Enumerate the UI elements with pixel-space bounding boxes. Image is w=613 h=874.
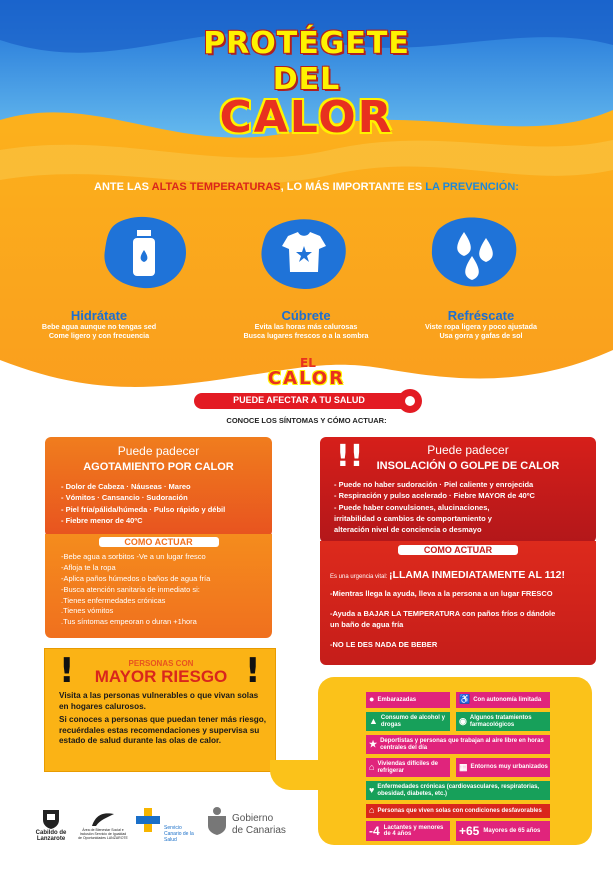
thermometer-bulb-center bbox=[405, 396, 415, 406]
insolacion-panel bbox=[320, 437, 596, 543]
group-label: Viviendas difíciles de refrigerar bbox=[377, 761, 439, 774]
group-label: Enfermedades crónicas (cardiovasculares, respiratorias, obesidad, diabetes, etc.) bbox=[377, 784, 540, 797]
group-tile-farmacos bbox=[456, 712, 550, 731]
insolacion-small: Puede padecer bbox=[427, 443, 509, 457]
group-label: Embarazadas bbox=[377, 696, 417, 703]
agotamiento-title: AGOTAMIENTO POR CALOR bbox=[83, 461, 234, 473]
title-protegete: PROTÉGETE bbox=[203, 26, 410, 61]
urgency-line bbox=[330, 565, 596, 583]
logo-gobierno-line2: de Canarias bbox=[232, 825, 286, 836]
group-number: -4 bbox=[369, 823, 380, 838]
logo-sc-service: Servicio bbox=[164, 825, 182, 831]
tip-refrescate bbox=[428, 210, 520, 295]
sc-salud-icon bbox=[134, 808, 164, 834]
action-line: -Mientras llega la ayuda, lleva a la persona a un lugar FRESCO bbox=[330, 589, 553, 598]
group-label: Consumo de alcohol y drogas bbox=[380, 715, 445, 728]
logo-gobierno-line1: Gobierno bbox=[232, 813, 274, 824]
group-tile-autonomia bbox=[456, 692, 550, 708]
cabildo-shield-icon bbox=[41, 808, 61, 830]
action-line: -Afloja te la ropa bbox=[61, 562, 116, 572]
action-line: un baño de agua fría bbox=[330, 619, 404, 629]
tip-refrescate-title: Refréscate bbox=[447, 308, 515, 323]
group-tile-viviendas bbox=[366, 758, 450, 777]
intro-highlight-prevention: LA PREVENCIÓN: bbox=[425, 181, 519, 193]
symptom-item: irritabilidad o cambios de comportamiento y bbox=[334, 513, 492, 523]
el-label: EL bbox=[300, 356, 316, 370]
group-tile-mayores bbox=[456, 821, 550, 841]
riesgo-para-1: Visita a las personas vulnerables o que vivan solas en hogares calurosos. bbox=[59, 691, 259, 711]
group-tile-solas bbox=[366, 804, 550, 818]
logo-cabildo bbox=[30, 808, 72, 842]
tip-refrescate-line2: Usa gorra y gafas de sol bbox=[439, 331, 523, 340]
agotamiento-actions bbox=[61, 552, 272, 628]
riesgo-exclamation-right: ! bbox=[245, 651, 261, 691]
tip-cubrete bbox=[258, 212, 350, 297]
insolacion-exclamation: !! bbox=[336, 439, 364, 474]
group-label: Personas que viven solas con condiciones desfavorables bbox=[377, 807, 542, 814]
insolacion-como-actuar: COMO ACTUAR bbox=[398, 545, 518, 555]
tip-hidratate-line2: Come ligero y con frecuencia bbox=[48, 331, 150, 340]
intro-part-1: ANTE LAS bbox=[94, 181, 152, 193]
pregnant-icon: ● bbox=[369, 694, 375, 705]
agotamiento-panel bbox=[45, 437, 272, 537]
title-calor: CALOR bbox=[219, 92, 394, 143]
intro-text bbox=[0, 181, 613, 193]
logo-gobierno bbox=[206, 806, 306, 841]
group-label: Algunos tratamientos farmacológicos bbox=[469, 715, 532, 728]
intro-highlight-temperatures: ALTAS TEMPERATURAS bbox=[151, 181, 281, 193]
tip-cubrete-line2: Busca lugares frescos o a la sombra bbox=[243, 331, 369, 340]
symptom-item: - Fiebre menor de 40ºC bbox=[61, 515, 143, 525]
logo-sc-name: Canario de la Salud bbox=[164, 831, 194, 843]
action-line: -NO LE DES NADA DE BEBER bbox=[330, 639, 438, 649]
logo-sc-salud bbox=[134, 808, 204, 843]
tip-cubrete-line1: Evita las horas más calurosas bbox=[254, 322, 358, 331]
group-label: Mayores de 65 años bbox=[483, 827, 541, 834]
symptom-item: alteración nivel de conciencia o desmayo bbox=[334, 525, 482, 534]
action-line: .Tienes vómitos bbox=[61, 606, 114, 616]
action-line: -Aplica paños húmedos o baños de agua fría bbox=[61, 573, 211, 583]
agotamiento-como-actuar: COMO ACTUAR bbox=[99, 537, 219, 547]
group-number: +65 bbox=[459, 823, 480, 838]
gobierno-crest-icon bbox=[206, 806, 228, 836]
group-label: Entornos muy urbanizados bbox=[470, 764, 548, 771]
group-tile-urbanizados bbox=[456, 758, 550, 777]
insolacion-symptoms bbox=[334, 479, 596, 535]
riesgo-box bbox=[44, 648, 276, 772]
group-label: Con autonomía limitada bbox=[473, 696, 542, 703]
logo-area-text: Área de Bienestar Social e Inclusión Servicio de Igualdad de Oportunidades LANZAROTE bbox=[78, 828, 128, 841]
logo-area bbox=[78, 810, 128, 841]
symptom-item: - Puede no haber sudoración · Piel caliente y enrojecida bbox=[334, 480, 534, 489]
title-del: DEL bbox=[272, 62, 341, 97]
action-line: .Tienes enfermedades crónicas bbox=[61, 595, 166, 605]
riesgo-para-2: Si conoces a personas que puedan tener más riesgo, recuérdales estas recomendaciones y supervisa su estado de salud durante las olas de calor. bbox=[59, 715, 267, 746]
symptom-item: - Puede haber convulsiones, alucinaciones, bbox=[334, 502, 490, 512]
riesgo-small: PERSONAS CON bbox=[128, 659, 194, 668]
tshirt-icon bbox=[258, 212, 350, 292]
risk-groups-panel bbox=[318, 677, 592, 845]
tip-cubrete-title: Cúbrete bbox=[281, 308, 331, 323]
heart-icon: ♥ bbox=[369, 784, 375, 795]
water-drops-icon bbox=[428, 210, 520, 290]
insolacion-actions-panel bbox=[320, 541, 596, 665]
logo-cabildo-text: Cabildo de Lanzarote bbox=[35, 830, 67, 842]
symptom-item: - Piel fría/pálida/húmeda · Pulso rápido y débil bbox=[61, 504, 226, 514]
group-tile-deportistas bbox=[366, 735, 550, 754]
water-bottle-icon bbox=[99, 212, 191, 292]
conoce-text: CONOCE LOS SÍNTOMAS Y CÓMO ACTUAR: bbox=[226, 416, 387, 425]
thermometer-text: PUEDE AFECTAR A TU SALUD bbox=[233, 395, 365, 405]
action-line: -Busca atención sanitaria de inmediato si: bbox=[61, 584, 200, 594]
riesgo-exclamation-left: ! bbox=[59, 651, 75, 691]
urgency-call-112: ¡LLAMA INMEDIATAMENTE AL 112! bbox=[389, 569, 566, 581]
insolacion-title: INSOLACIÓN O GOLPE DE CALOR bbox=[376, 460, 560, 472]
agotamiento-small: Puede padecer bbox=[117, 444, 200, 458]
runner-icon: ★ bbox=[369, 738, 378, 749]
wheelchair-icon: ♿ bbox=[459, 694, 471, 705]
group-tile-cronicas bbox=[366, 781, 550, 800]
action-line: -Bebe agua a sorbitos -Ve a un lugar fresco bbox=[61, 552, 206, 561]
group-tile-lactantes bbox=[366, 821, 450, 841]
group-label: Lactantes y menores de 4 años bbox=[383, 824, 444, 837]
tip-hidratate-title: Hidrátate bbox=[70, 308, 128, 323]
urgency-small: Es una urgencia vital: bbox=[330, 574, 390, 580]
symptom-item: - Dolor de Cabeza · Náuseas · Mareo bbox=[61, 482, 191, 491]
riesgo-title: MAYOR RIESGO bbox=[94, 667, 228, 686]
home-person-icon: ⌂ bbox=[369, 805, 375, 816]
house-icon: ⌂ bbox=[369, 761, 375, 772]
calor-label: CALOR bbox=[267, 368, 346, 389]
tip-refrescate-line1: Viste ropa ligera y poco ajustada bbox=[424, 322, 538, 331]
agotamiento-actions-panel bbox=[45, 534, 272, 638]
action-line: -Ayuda a BAJAR LA TEMPERATURA con paños fríos o dándole bbox=[330, 608, 556, 618]
symptom-item: - Vómitos · Cansancio · Sudoración bbox=[61, 493, 188, 503]
bottle-icon: ▲ bbox=[369, 715, 378, 726]
tip-hidratate-line1: Bebe agua aunque no tengas sed bbox=[41, 322, 157, 331]
agotamiento-symptoms bbox=[61, 481, 272, 526]
intro-part-3: , LO MÁS IMPORTANTE ES bbox=[280, 181, 426, 193]
group-tile-embarazadas bbox=[366, 692, 450, 708]
action-line: .Tus síntomas empeoran o duran +1hora bbox=[61, 617, 197, 627]
pill-icon: ◉ bbox=[459, 715, 467, 726]
area-emblem-icon bbox=[90, 810, 116, 828]
tip-hidratate bbox=[94, 212, 191, 297]
symptom-item: - Respiración y pulso acelerado · Fiebre MAYOR de 40ºC bbox=[334, 491, 535, 501]
group-label: Deportistas y personas que trabajan al aire libre en horas centrales del día bbox=[380, 738, 544, 751]
group-tile-alcohol bbox=[366, 712, 450, 731]
city-icon: ▦ bbox=[459, 761, 468, 772]
